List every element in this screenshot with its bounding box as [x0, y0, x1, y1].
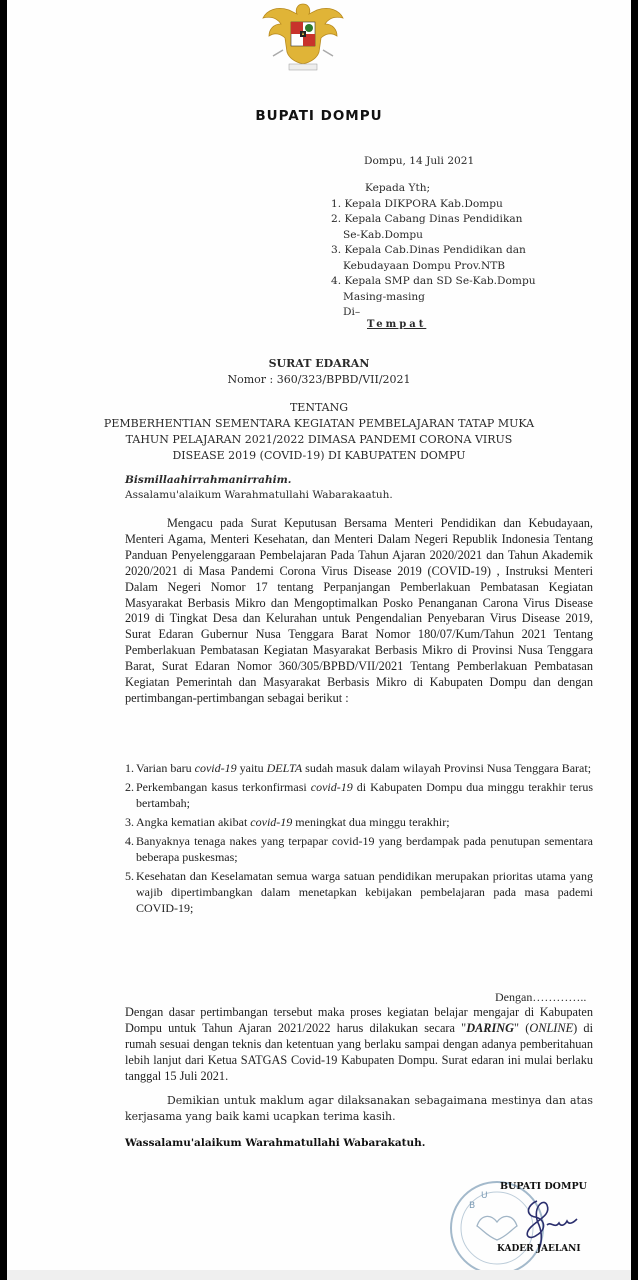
body-paragraph-2: Dengan dasar pertimbangan tersebut maka proses kegiatan belajar mengajar di Kabupaten Dompu untuk Tahun Ajaran 2021/2022 harus dilakukan secara "DARING" (ONLINE) di rumah sesuai dengan teknis dan ketentuan yang berlaku sampai dengan adanya pemberitahuan lebih lanjut dari Ketua SATGAS Covid-19 Kabupaten Dompu. Surat edaran ini mulai berlaku tanggal 15 Juli 2021.	[125, 1005, 593, 1083]
list-item: 2. Perkembangan kasus terkonfirmasi covid-19 di Kabupaten Dompu dua minggu terakhir terus bertambah;	[125, 780, 594, 810]
recipient-item: 4. Kepala SMP dan SD Se-Kab.Dompu	[331, 275, 536, 287]
considerations-list	[125, 760, 593, 919]
subject-line: TAHUN PELAJARAN 2021/2022 DIMASA PANDEMI CORONA VIRUS	[125, 433, 513, 446]
body-paragraph-1: Mengacu pada Surat Keputusan Bersama Menteri Pendidikan dan Kebudayaan, Menteri Agama, Menteri Kesehatan, dan Menteri Dalam Negeri Republik Indonesia Tentang Panduan Penyelenggaraan Pembelajaran Pada Tahun Ajaran 2020/2021 dan Tahun Akademik 2020/2021 di Masa Pandemi Corona Virus Disease 2019 (COVID-19) , Instruksi Menteri Dalam Negeri Nomor 17 tentang Perpanjangan Pemberlakuan Pembatasan Kegiatan Masyarakat Berbasis Mikro dan Mengoptimalkan Posko Penanganan Carona Virus Disease 2019 di Tingkat Desa dan Kelurahan untuk Pengendalian Penyebaran Virus Disease 2019, Surat Edaran Gubernur Nusa Tenggara Barat Nomor 180/07/Kum/Tahun 2021 Tentang Pemberlakuan Pembatasan Kegiatan Masyarakat Berbasis Mikro di Provinsi Nusa Tenggara Barat, Surat Edaran Nomor 360/305/BPBD/VII/2021 Tentang Pemberlakuan Pembatasan Kegiatan Pemerintah dan Masyarakat Berbasis Mikro di Kabupaten Dompu dan dengan pertimbangan-pertimbangan sebagai berikut :	[125, 516, 593, 705]
garuda-emblem-icon	[259, 0, 347, 75]
recipient-item-cont: Kebudayaan Dompu Prov.NTB	[343, 259, 506, 272]
closing-salutation: Wassalamu'alaikum Warahmatullahi Wabarakatuh.	[125, 1137, 426, 1149]
recipient-block	[331, 181, 536, 321]
svg-text:B: B	[469, 1201, 476, 1211]
recipient-masing: Masing-masing	[343, 290, 425, 303]
recipient-item-cont: Se-Kab.Dompu	[343, 228, 424, 241]
document-page	[7, 0, 631, 1270]
recipient-di: Di–	[343, 306, 361, 318]
list-item: 3. Angka kematian akibat covid-19 meningkat dua minggu terakhir;	[125, 815, 450, 829]
body-paragraph-3: Demikian untuk maklum agar dilaksanakan sebagaimana mestinya dan atas kerjasama yang baik kami ucapkan terima kasih.	[125, 1094, 593, 1123]
letterhead-title: BUPATI DOMPU	[255, 108, 383, 124]
date-line: Dompu, 14 Juli 2021	[364, 155, 475, 167]
signature-icon	[517, 1195, 582, 1250]
list-item: 5. Kesehatan dan Keselamatan semua warga satuan pendidikan merupakan prioritas utama yang wajib dipertimbangkan dalam menetapkan kebijakan pembelajaran pada masa pademi COVID-19;	[125, 869, 593, 915]
recipient-item: 1. Kepala DIKPORA Kab.Dompu	[331, 197, 503, 210]
document-subject	[7, 416, 631, 464]
subject-line: DISEASE 2019 (COVID-19) DI KABUPATEN DOMPU	[172, 449, 466, 462]
document-title: SURAT EDARAN	[268, 357, 370, 370]
recipient-intro: Kepada Yth;	[365, 182, 431, 194]
svg-text:U: U	[481, 1191, 488, 1201]
list-item: 4. Banyaknya tenaga nakes yang terpapar covid-19 yang berdampak pada penutupan sementara beberapa puskesmas;	[125, 834, 593, 864]
signatory-title: BUPATI DOMPU	[500, 1181, 587, 1192]
tentang-label: TENTANG	[289, 401, 349, 414]
recipient-tempat: Tempat	[367, 319, 427, 330]
recipient-item: 2. Kepala Cabang Dinas Pendidikan	[331, 213, 523, 225]
bottom-strip	[7, 1270, 631, 1280]
bismillah: Bismillaahirrahmanirrahim.	[125, 474, 292, 486]
page-continuation: Dengan…………..	[495, 990, 587, 1004]
document-number: Nomor : 360/323/BPBD/VII/2021	[227, 373, 411, 386]
recipient-item: 3. Kepala Cab.Dinas Pendidikan dan	[331, 244, 526, 256]
subject-line: PEMBERHENTIAN SEMENTARA KEGIATAN PEMBELAJARAN TATAP MUKA	[103, 417, 535, 430]
list-item: 1. Varian baru covid-19 yaitu DELTA sudah masuk dalam wilayah Provinsi Nusa Tenggara Barat;	[125, 761, 592, 775]
signatory-name: KADER JAELANI	[497, 1244, 581, 1254]
greeting: Assalamu'alaikum Warahmatullahi Wabarakaatuh.	[125, 489, 393, 501]
